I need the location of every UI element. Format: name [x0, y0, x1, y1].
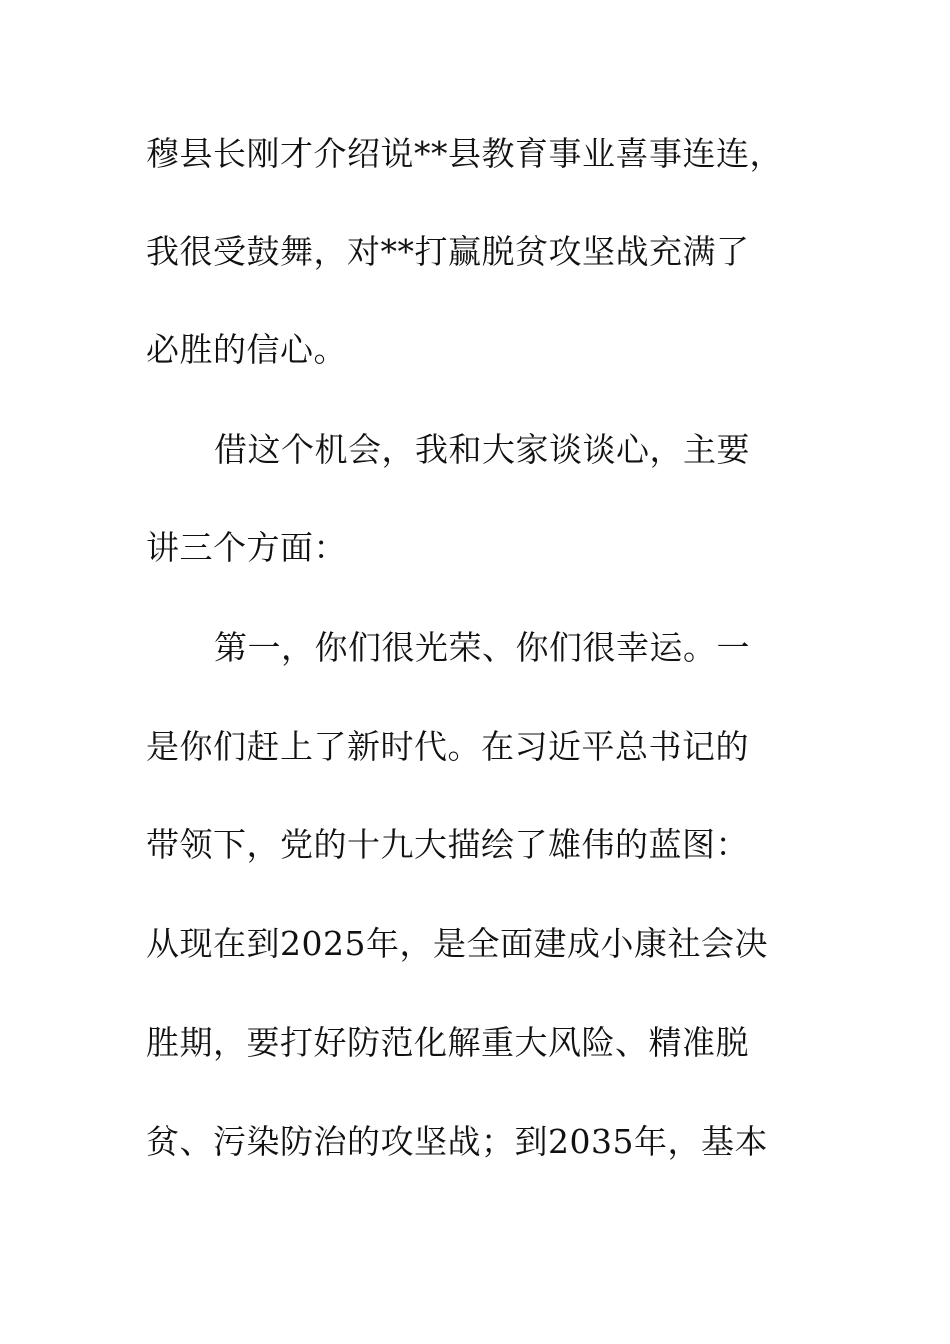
- text-line: 从现在到2025年，是全面建成小康社会决: [146, 924, 768, 963]
- paragraph-start-line: 借这个机会，我和大家谈谈心，主要: [214, 430, 750, 469]
- paragraph-start-line: 第一，你们很光荣、你们很幸运。一: [214, 628, 750, 667]
- text-line: 是你们赶上了新时代。在习近平总书记的: [146, 727, 749, 766]
- text-line: 必胜的信心。: [146, 330, 347, 369]
- text-line: 我很受鼓舞，对**打赢脱贫攻坚战充满了: [146, 232, 750, 271]
- text-line: 讲三个方面：: [146, 528, 347, 567]
- text-line: 带领下，党的十九大描绘了雄伟的蓝图：: [146, 825, 749, 864]
- text-line: 胜期，要打好防范化解重大风险、精准脱: [146, 1023, 749, 1062]
- text-line: 穆县长刚才介绍说**县教育事业喜事连连，: [146, 134, 783, 173]
- text-line: 贫、污染防治的攻坚战；到2035年，基本: [146, 1122, 768, 1161]
